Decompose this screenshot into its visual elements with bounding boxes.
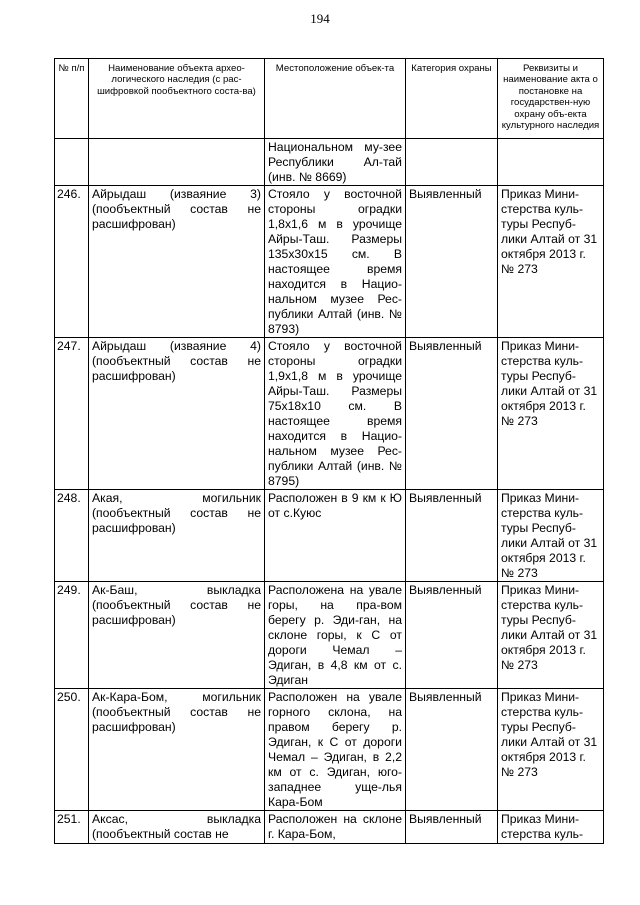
cell-category	[406, 811, 498, 844]
cell-number: 249.	[55, 582, 89, 689]
cell-act	[498, 811, 604, 844]
cell-category: Выявленный	[406, 338, 498, 490]
cell-category	[406, 139, 498, 186]
cell-location: Национальном му-зее Республики Ал-тай (инв. № 8669)	[265, 139, 406, 186]
cell-number	[55, 139, 89, 186]
cell-name: Айрыдаш (изваяние 3) (пообъектный состав не расшифрован)	[89, 186, 265, 338]
cell-location: Стояло у восточной стороны оградки 1,9х1,8 м в урочище Айры-Таш. Размеры 75х18х10 см. В настоящее время находится в Нацио-нальном музее Рес-публики Алтай (инв. № 8795)	[265, 338, 406, 490]
cell-name: Айрыдаш (изваяние 4) (пообъектный состав не расшифрован)	[89, 338, 265, 490]
cell-number-text: 251.	[57, 812, 81, 826]
header-name: Наименование объекта архео-логического наследия (с рас-шифровкой пообъектного соста-ва)	[89, 59, 265, 139]
cell-number: 248.	[55, 490, 89, 582]
table-row	[55, 338, 604, 490]
cell-location: Расположена на увале горы, на пра-вом берегу р. Эди-ган, на склоне горы, к С от дороги Чемал – Эдиган, в 4,8 км от с. Эдиган	[265, 582, 406, 689]
cell-number: 250.	[55, 689, 89, 811]
cell-location: Расположен в 9 км к Ю от с.Куюс	[265, 490, 406, 582]
cell-location-text: Расположен на склоне г. Кара-Бом,	[268, 812, 402, 841]
cell-name: Ак-Баш, выкладка (пообъектный состав не расшифрован)	[89, 582, 265, 689]
table-row-continuation	[55, 139, 604, 186]
cell-location	[265, 811, 406, 844]
cell-name-text: Аксас, выкладка (пообъектный состав не	[92, 812, 261, 841]
cell-act: Приказ Мини-стерства куль-туры Респуб-лики Алтай от 31 октября 2013 г. № 273	[498, 582, 604, 689]
table-row	[55, 582, 604, 689]
cell-act	[498, 139, 604, 186]
cell-name: Ак-Кара-Бом, могильник (пообъектный состав не расшифрован)	[89, 689, 265, 811]
cell-act: Приказ Мини-стерства куль-туры Респуб-лики Алтай от 31 октября 2013 г. № 273	[498, 186, 604, 338]
cell-category: Выявленный	[406, 689, 498, 811]
cell-category: Выявленный	[406, 186, 498, 338]
header-act: Реквизиты и наименование акта о постановке на государствен-ную охрану объ-екта культурного наследия	[498, 59, 604, 139]
table-row	[55, 490, 604, 582]
cell-act: Приказ Мини-стерства куль-туры Респуб-лики Алтай от 31 октября 2013 г. № 273	[498, 490, 604, 582]
cell-act: Приказ Мини-стерства куль-туры Респуб-лики Алтай от 31 октября 2013 г. № 273	[498, 338, 604, 490]
table-row	[55, 689, 604, 811]
header-location: Местоположение объек-та	[265, 59, 406, 139]
cell-number: 247.	[55, 338, 89, 490]
table-header-row	[55, 59, 604, 139]
cell-name: Акая, могильник (пообъектный состав не расшифрован)	[89, 490, 265, 582]
table-row	[55, 811, 604, 844]
cell-location: Расположен на увале горного склона, на правом берегу р. Эдиган, к С от дороги Чемал – Эдиган, в 2,2 км от с. Эдиган, юго-западнее уще-лья Кара-Бом	[265, 689, 406, 811]
cell-category: Выявленный	[406, 582, 498, 689]
cell-act: Приказ Мини-стерства куль-туры Респуб-лики Алтай от 31 октября 2013 г. № 273	[498, 689, 604, 811]
cell-number: 246.	[55, 186, 89, 338]
cell-category-text: Выявленный	[409, 812, 482, 826]
cell-act-text: Приказ Мини-стерства куль-	[501, 812, 584, 841]
heritage-objects-table	[54, 58, 604, 844]
table-row	[55, 186, 604, 338]
cell-location: Стояло у восточной стороны оградки 1,8х1,6 м в урочище Айры-Таш. Размеры 135х30х15 см. В настоящее время находится в Нацио-нальном музее Рес-публики Алтай (инв. № 8793)	[265, 186, 406, 338]
cell-category: Выявленный	[406, 490, 498, 582]
cell-name	[89, 139, 265, 186]
cell-number	[55, 811, 89, 844]
cell-name	[89, 811, 265, 844]
header-number: № п/п	[55, 59, 89, 139]
page-number: 194	[310, 11, 330, 26]
header-category: Категория охраны	[406, 59, 498, 139]
